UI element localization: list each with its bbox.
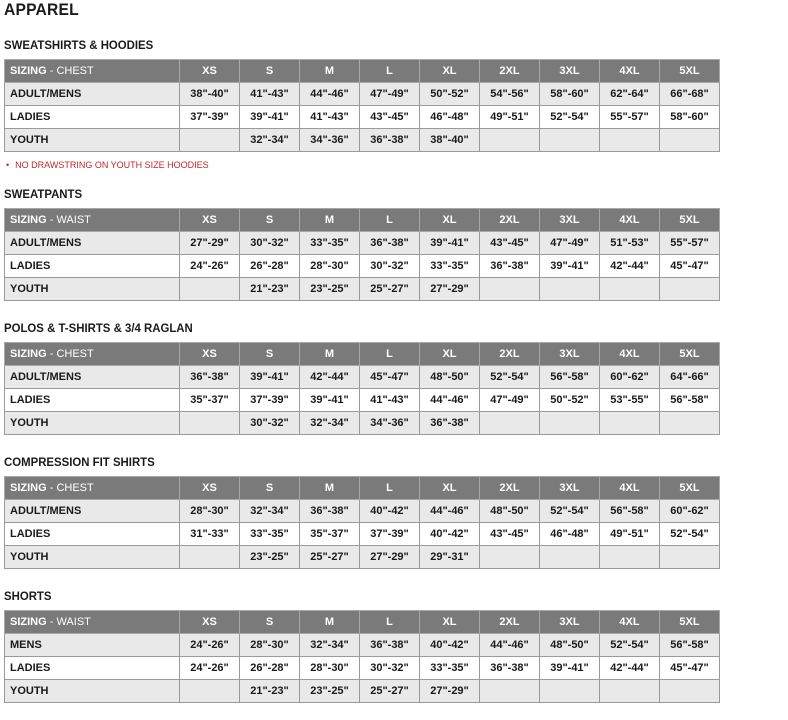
size-header-s: S xyxy=(240,209,300,232)
size-value-cell: 35"-37" xyxy=(300,523,360,546)
section-title-sweatshirts-hoodies: SWEATSHIRTS & HOODIES xyxy=(4,38,154,52)
size-value-cell: 29"-31" xyxy=(420,546,480,569)
size-value-cell: 21"-23" xyxy=(240,680,300,703)
row-label: LADIES xyxy=(5,255,180,278)
size-value-cell xyxy=(180,278,240,301)
row-label: YOUTH xyxy=(5,412,180,435)
size-value-cell: 32"-34" xyxy=(240,500,300,523)
row-label: ADULT/MENS xyxy=(5,500,180,523)
size-value-cell: 30"-32" xyxy=(360,255,420,278)
size-value-cell xyxy=(480,680,540,703)
sizing-label: SIZING xyxy=(10,65,47,77)
section-note xyxy=(6,160,209,170)
size-header-s: S xyxy=(240,343,300,366)
size-value-cell: 34"-36" xyxy=(360,412,420,435)
size-value-cell: 47"-49" xyxy=(360,83,420,106)
size-value-cell: 36"-38" xyxy=(420,412,480,435)
row-label: LADIES xyxy=(5,657,180,680)
section-title-compression-fit-shirts: COMPRESSION FIT SHIRTS xyxy=(4,455,155,469)
size-value-cell: 44"-46" xyxy=(480,634,540,657)
size-header-l: L xyxy=(360,60,420,83)
size-value-cell: 60"-62" xyxy=(660,500,720,523)
table-row-ladies xyxy=(5,657,720,680)
size-value-cell: 25"-27" xyxy=(300,546,360,569)
table-row-ladies xyxy=(5,255,720,278)
size-value-cell: 45"-47" xyxy=(360,366,420,389)
size-value-cell: 60"-62" xyxy=(600,366,660,389)
size-header-m: M xyxy=(300,60,360,83)
size-value-cell: 28"-30" xyxy=(300,657,360,680)
table-header-row xyxy=(5,209,720,232)
size-value-cell: 44"-46" xyxy=(420,389,480,412)
size-header-xs: XS xyxy=(180,343,240,366)
size-value-cell: 39"-41" xyxy=(540,657,600,680)
size-value-cell: 35"-37" xyxy=(180,389,240,412)
size-value-cell: 39"-41" xyxy=(300,389,360,412)
size-header-4xl: 4XL xyxy=(600,477,660,500)
size-value-cell xyxy=(540,412,600,435)
size-value-cell: 24"-26" xyxy=(180,657,240,680)
size-value-cell: 23"-25" xyxy=(300,278,360,301)
row-label: LADIES xyxy=(5,389,180,412)
size-value-cell xyxy=(600,412,660,435)
size-value-cell: 32"-34" xyxy=(300,412,360,435)
size-table-polos-t-shirts-3-4-raglan xyxy=(4,342,720,435)
size-value-cell: 36"-38" xyxy=(360,129,420,152)
size-value-cell xyxy=(480,278,540,301)
size-table-compression-fit-shirts xyxy=(4,476,720,569)
size-header-4xl: 4XL xyxy=(600,343,660,366)
size-header-5xl: 5XL xyxy=(660,209,720,232)
size-value-cell: 51"-53" xyxy=(600,232,660,255)
size-value-cell: 34"-36" xyxy=(300,129,360,152)
size-value-cell: 56"-58" xyxy=(660,634,720,657)
size-value-cell: 36"-38" xyxy=(300,500,360,523)
size-value-cell: 24"-26" xyxy=(180,634,240,657)
size-header-2xl: 2XL xyxy=(480,60,540,83)
size-value-cell: 38"-40" xyxy=(180,83,240,106)
size-value-cell: 55"-57" xyxy=(660,232,720,255)
size-value-cell: 49"-51" xyxy=(600,523,660,546)
size-value-cell: 28"-30" xyxy=(180,500,240,523)
size-value-cell: 37"-39" xyxy=(240,389,300,412)
size-value-cell xyxy=(480,412,540,435)
size-value-cell: 26"-28" xyxy=(240,255,300,278)
size-value-cell xyxy=(540,546,600,569)
size-value-cell: 41"-43" xyxy=(360,389,420,412)
table-row-adult-mens xyxy=(5,83,720,106)
size-header-xl: XL xyxy=(420,477,480,500)
table-header-row xyxy=(5,611,720,634)
row-label: ADULT/MENS xyxy=(5,83,180,106)
size-value-cell: 54"-56" xyxy=(480,83,540,106)
table-row-adult-mens xyxy=(5,366,720,389)
size-table-shorts xyxy=(4,610,720,703)
sizing-header-cell xyxy=(5,209,180,232)
size-header-s: S xyxy=(240,611,300,634)
size-header-5xl: 5XL xyxy=(660,60,720,83)
size-value-cell xyxy=(600,546,660,569)
size-value-cell xyxy=(660,129,720,152)
size-value-cell: 49"-51" xyxy=(480,106,540,129)
size-header-3xl: 3XL xyxy=(540,343,600,366)
size-value-cell: 40"-42" xyxy=(420,634,480,657)
size-value-cell: 44"-46" xyxy=(420,500,480,523)
size-value-cell: 62"-64" xyxy=(600,83,660,106)
size-value-cell: 52"-54" xyxy=(600,634,660,657)
size-header-xl: XL xyxy=(420,209,480,232)
size-value-cell: 45"-47" xyxy=(660,657,720,680)
size-value-cell: 23"-25" xyxy=(300,680,360,703)
size-value-cell: 39"-41" xyxy=(420,232,480,255)
size-value-cell xyxy=(600,278,660,301)
size-value-cell: 48"-50" xyxy=(420,366,480,389)
size-header-2xl: 2XL xyxy=(480,477,540,500)
size-value-cell: 38"-40" xyxy=(420,129,480,152)
size-value-cell: 37"-39" xyxy=(180,106,240,129)
size-table-sweatshirts-hoodies xyxy=(4,59,720,152)
size-header-m: M xyxy=(300,209,360,232)
size-value-cell: 43"-45" xyxy=(480,232,540,255)
size-value-cell: 30"-32" xyxy=(240,412,300,435)
row-label: YOUTH xyxy=(5,546,180,569)
sizing-measure-label: - WAIST xyxy=(46,214,91,226)
size-value-cell: 42"-44" xyxy=(300,366,360,389)
sizing-label: SIZING xyxy=(10,482,47,494)
size-value-cell xyxy=(480,129,540,152)
size-value-cell xyxy=(540,129,600,152)
size-value-cell: 33"-35" xyxy=(300,232,360,255)
size-value-cell: 27"-29" xyxy=(420,278,480,301)
size-value-cell: 36"-38" xyxy=(480,255,540,278)
row-label: LADIES xyxy=(5,523,180,546)
size-value-cell: 64"-66" xyxy=(660,366,720,389)
size-header-3xl: 3XL xyxy=(540,209,600,232)
size-header-3xl: 3XL xyxy=(540,477,600,500)
size-header-l: L xyxy=(360,611,420,634)
size-value-cell: 39"-41" xyxy=(240,106,300,129)
size-value-cell: 30"-32" xyxy=(240,232,300,255)
sizing-measure-label: - WAIST xyxy=(46,616,91,628)
size-header-m: M xyxy=(300,611,360,634)
table-row-youth xyxy=(5,412,720,435)
size-value-cell: 43"-45" xyxy=(360,106,420,129)
size-value-cell: 24"-26" xyxy=(180,255,240,278)
table-row-ladies xyxy=(5,523,720,546)
sizing-header-cell xyxy=(5,611,180,634)
size-value-cell: 52"-54" xyxy=(540,500,600,523)
size-value-cell xyxy=(600,680,660,703)
size-value-cell: 40"-42" xyxy=(420,523,480,546)
size-value-cell: 41"-43" xyxy=(240,83,300,106)
size-value-cell xyxy=(660,546,720,569)
sizing-header-cell xyxy=(5,60,180,83)
size-value-cell: 45"-47" xyxy=(660,255,720,278)
size-value-cell: 32"-34" xyxy=(300,634,360,657)
size-value-cell: 40"-42" xyxy=(360,500,420,523)
size-value-cell: 46"-48" xyxy=(420,106,480,129)
size-header-l: L xyxy=(360,477,420,500)
size-value-cell: 52"-54" xyxy=(540,106,600,129)
sizing-measure-label: - CHEST xyxy=(46,65,94,77)
size-value-cell: 56"-58" xyxy=(660,389,720,412)
section-title-sweatpants: SWEATPANTS xyxy=(4,187,83,201)
page-title: APPAREL xyxy=(4,0,79,19)
size-value-cell xyxy=(180,546,240,569)
row-label: ADULT/MENS xyxy=(5,232,180,255)
sizing-label: SIZING xyxy=(10,348,47,360)
size-value-cell xyxy=(180,412,240,435)
size-value-cell xyxy=(660,412,720,435)
size-header-4xl: 4XL xyxy=(600,60,660,83)
size-header-4xl: 4XL xyxy=(600,611,660,634)
size-value-cell: 50"-52" xyxy=(420,83,480,106)
table-header-row xyxy=(5,477,720,500)
row-label: LADIES xyxy=(5,106,180,129)
size-value-cell: 66"-68" xyxy=(660,83,720,106)
size-value-cell: 36"-38" xyxy=(180,366,240,389)
table-header-row xyxy=(5,60,720,83)
size-value-cell: 36"-38" xyxy=(360,634,420,657)
table-row-adult-mens xyxy=(5,500,720,523)
size-value-cell: 23"-25" xyxy=(240,546,300,569)
row-label: MENS xyxy=(5,634,180,657)
size-value-cell: 52"-54" xyxy=(660,523,720,546)
size-value-cell: 25"-27" xyxy=(360,278,420,301)
size-header-xs: XS xyxy=(180,209,240,232)
size-value-cell: 27"-29" xyxy=(180,232,240,255)
table-row-mens xyxy=(5,634,720,657)
table-row-ladies xyxy=(5,106,720,129)
size-header-2xl: 2XL xyxy=(480,343,540,366)
sizing-measure-label: - CHEST xyxy=(46,348,94,360)
size-value-cell: 50"-52" xyxy=(540,389,600,412)
table-row-youth xyxy=(5,680,720,703)
size-value-cell: 46"-48" xyxy=(540,523,600,546)
size-value-cell: 33"-35" xyxy=(420,657,480,680)
sizing-header-cell xyxy=(5,343,180,366)
size-header-xl: XL xyxy=(420,60,480,83)
size-value-cell: 43"-45" xyxy=(480,523,540,546)
section-title-polos-t-shirts-3-4-raglan: POLOS & T-SHIRTS & 3/4 RAGLAN xyxy=(4,321,193,335)
size-header-s: S xyxy=(240,477,300,500)
size-value-cell: 27"-29" xyxy=(420,680,480,703)
size-value-cell: 48"-50" xyxy=(480,500,540,523)
size-header-xl: XL xyxy=(420,343,480,366)
table-row-youth xyxy=(5,278,720,301)
size-header-xs: XS xyxy=(180,60,240,83)
size-value-cell: 25"-27" xyxy=(360,680,420,703)
table-row-ladies xyxy=(5,389,720,412)
table-header-row xyxy=(5,343,720,366)
size-value-cell xyxy=(180,129,240,152)
size-value-cell xyxy=(180,680,240,703)
section-note-text: NO DRAWSTRING ON YOUTH SIZE HOODIES xyxy=(15,160,209,170)
size-value-cell: 47"-49" xyxy=(540,232,600,255)
size-value-cell: 21"-23" xyxy=(240,278,300,301)
size-value-cell: 36"-38" xyxy=(360,232,420,255)
size-value-cell xyxy=(480,546,540,569)
size-value-cell: 58"-60" xyxy=(660,106,720,129)
sizing-label: SIZING xyxy=(10,616,47,628)
size-header-5xl: 5XL xyxy=(660,611,720,634)
size-value-cell xyxy=(660,278,720,301)
size-value-cell xyxy=(540,278,600,301)
size-value-cell: 30"-32" xyxy=(360,657,420,680)
size-value-cell: 48"-50" xyxy=(540,634,600,657)
size-value-cell: 55"-57" xyxy=(600,106,660,129)
size-value-cell: 52"-54" xyxy=(480,366,540,389)
size-value-cell: 58"-60" xyxy=(540,83,600,106)
size-value-cell: 42"-44" xyxy=(600,657,660,680)
size-value-cell: 41"-43" xyxy=(300,106,360,129)
size-header-2xl: 2XL xyxy=(480,611,540,634)
bullet-icon: • xyxy=(6,160,10,170)
size-header-5xl: 5XL xyxy=(660,477,720,500)
size-header-xs: XS xyxy=(180,477,240,500)
size-value-cell: 32"-34" xyxy=(240,129,300,152)
row-label: ADULT/MENS xyxy=(5,366,180,389)
size-header-4xl: 4XL xyxy=(600,209,660,232)
sizing-label: SIZING xyxy=(10,214,47,226)
size-header-m: M xyxy=(300,477,360,500)
size-header-m: M xyxy=(300,343,360,366)
size-value-cell: 33"-35" xyxy=(420,255,480,278)
row-label: YOUTH xyxy=(5,278,180,301)
size-value-cell: 42"-44" xyxy=(600,255,660,278)
size-table-sweatpants xyxy=(4,208,720,301)
size-value-cell: 47"-49" xyxy=(480,389,540,412)
size-value-cell: 37"-39" xyxy=(360,523,420,546)
row-label: YOUTH xyxy=(5,129,180,152)
size-value-cell: 39"-41" xyxy=(240,366,300,389)
size-header-2xl: 2XL xyxy=(480,209,540,232)
size-value-cell: 31"-33" xyxy=(180,523,240,546)
size-value-cell xyxy=(660,680,720,703)
size-value-cell: 53"-55" xyxy=(600,389,660,412)
sizing-header-cell xyxy=(5,477,180,500)
size-header-3xl: 3XL xyxy=(540,611,600,634)
section-title-shorts: SHORTS xyxy=(4,589,52,603)
size-value-cell: 44"-46" xyxy=(300,83,360,106)
size-header-l: L xyxy=(360,343,420,366)
size-header-xs: XS xyxy=(180,611,240,634)
size-value-cell: 36"-38" xyxy=(480,657,540,680)
size-value-cell xyxy=(600,129,660,152)
table-row-adult-mens xyxy=(5,232,720,255)
size-value-cell: 26"-28" xyxy=(240,657,300,680)
sizing-measure-label: - CHEST xyxy=(46,482,94,494)
size-value-cell xyxy=(540,680,600,703)
size-header-5xl: 5XL xyxy=(660,343,720,366)
table-row-youth xyxy=(5,129,720,152)
row-label: YOUTH xyxy=(5,680,180,703)
size-value-cell: 39"-41" xyxy=(540,255,600,278)
size-value-cell: 33"-35" xyxy=(240,523,300,546)
size-header-s: S xyxy=(240,60,300,83)
size-header-xl: XL xyxy=(420,611,480,634)
size-value-cell: 28"-30" xyxy=(300,255,360,278)
table-row-youth xyxy=(5,546,720,569)
size-value-cell: 56"-58" xyxy=(600,500,660,523)
size-value-cell: 28"-30" xyxy=(240,634,300,657)
size-value-cell: 56"-58" xyxy=(540,366,600,389)
size-header-3xl: 3XL xyxy=(540,60,600,83)
size-value-cell: 27"-29" xyxy=(360,546,420,569)
size-header-l: L xyxy=(360,209,420,232)
